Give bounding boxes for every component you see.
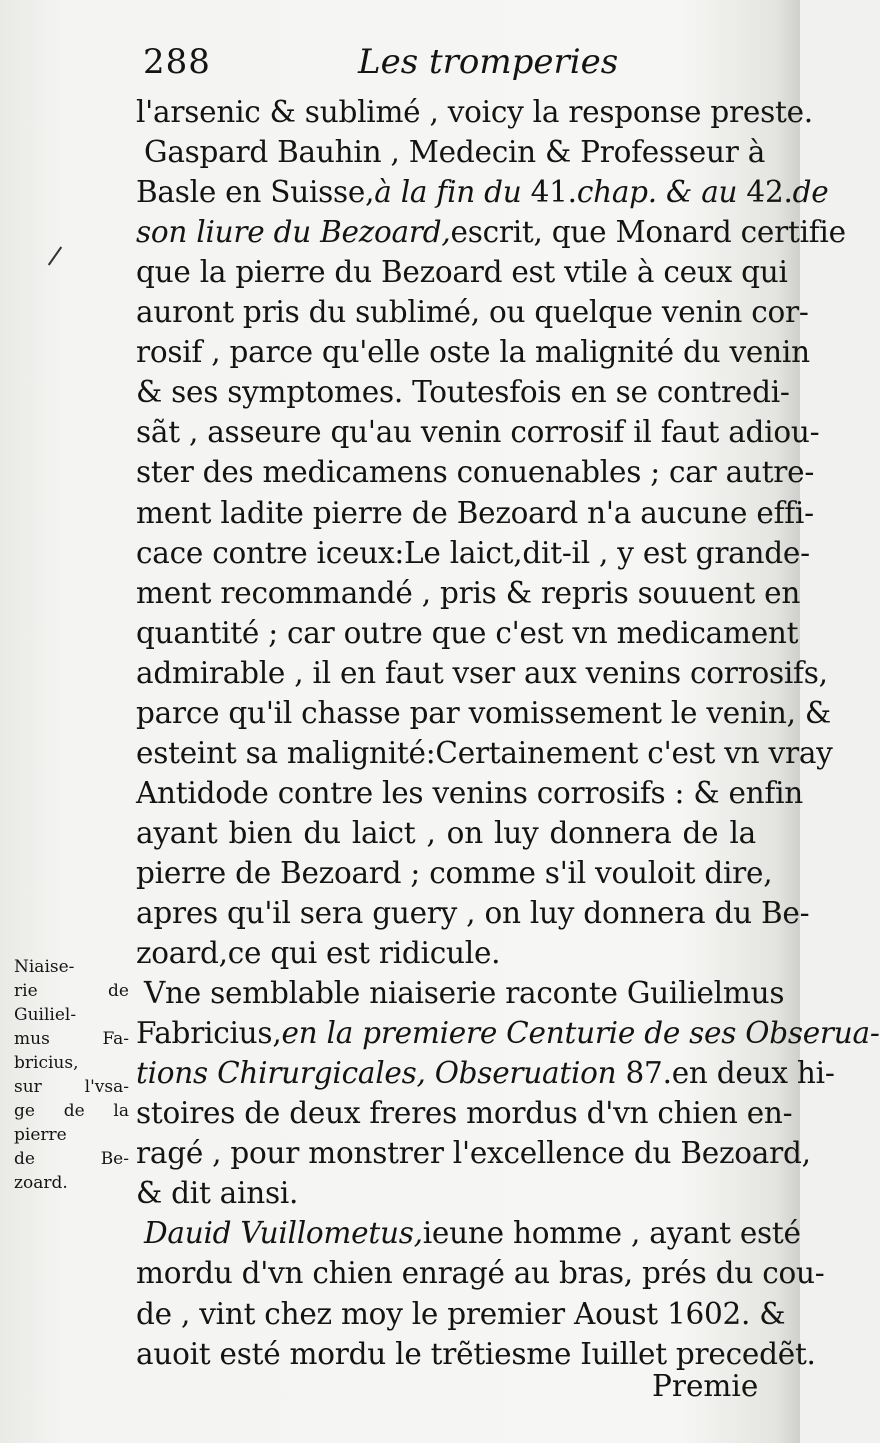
text-line (136, 893, 810, 933)
text-span: chap. & au (576, 175, 738, 210)
text-line (136, 212, 846, 252)
catchword: Premie (652, 1369, 759, 1403)
text-line (136, 1053, 835, 1093)
text-span: auront pris du sublimé, ou quelque venin cor- (136, 295, 809, 330)
text-span: 41. (521, 175, 577, 210)
text-span: pierre de Bezoard ; comme s'il vouloit dire, (136, 855, 773, 890)
text-span: Basle en Suisse, (136, 175, 375, 210)
text-span: ment recommandé , pris & repris souuent en (136, 575, 801, 610)
text-span: Antidode contre les venins corrosifs : & enfin (136, 775, 804, 810)
text-line (136, 332, 810, 372)
margin-note-line: Niaise- (14, 957, 75, 977)
margin-note-line: de Be- (14, 1149, 129, 1169)
text-line (136, 172, 829, 212)
running-head: Les tromperies (358, 42, 619, 82)
text-span: l'arsenic & sublimé , voicy la response preste. (136, 95, 813, 129)
text-span: Fabricius, (136, 1016, 282, 1051)
margin-note-line: bricius, (14, 1053, 79, 1073)
text-span: rosif , parce qu'elle oste la malignité du venin (136, 335, 810, 370)
text-span: tions Chirurgicales, Obseruation (136, 1056, 617, 1091)
text-span: zoard,ce qui est ridicule. (136, 936, 501, 971)
text-line (136, 292, 809, 332)
text-span: cace contre iceux:Le laict,dit-il , y est grande- (136, 535, 810, 570)
text-span: quantité ; car outre que c'est vn medicament (136, 615, 799, 650)
text-line (136, 493, 814, 533)
text-line (136, 653, 828, 693)
text-span: 42. (737, 175, 793, 210)
text-span: ayant bien du laict , on luy donnera de la (136, 815, 756, 850)
text-span: stoires de deux freres mordus d'vn chien en- (136, 1096, 793, 1131)
text-span: que la pierre du Bezoard est vtile à ceux qui (136, 255, 788, 290)
page-header (143, 42, 763, 92)
text-line (136, 613, 799, 653)
margin-note-line: mus Fa- (14, 1029, 129, 1049)
margin-note-line: rie de (14, 981, 129, 1001)
margin-note-line: Guiliel- (14, 1005, 77, 1025)
margin-note-line: zoard. (14, 1173, 68, 1193)
text-span: mordu d'vn chien enragé au bras, prés du cou- (136, 1256, 825, 1291)
text-line (136, 933, 756, 973)
text-span: escrit, que Monard certifie (450, 215, 846, 250)
text-span: apres qu'il sera guery , on luy donnera du Be- (136, 896, 810, 930)
text-span: Gaspard Bauhin , Medecin & Professeur à (144, 135, 766, 170)
text-span: 87.en deux hi- (616, 1056, 835, 1091)
text-span: Vne semblable niaiserie raconte Guilielmus (144, 976, 785, 1011)
margin-note-line: pierre (14, 1125, 67, 1145)
text-span: en la premiere Centurie de ses Obserua- (281, 1016, 880, 1051)
text-line (136, 1294, 786, 1334)
page-number: 288 (143, 42, 211, 82)
text-line (136, 813, 756, 853)
text-line (136, 412, 820, 452)
margin-note-line: ge de la (14, 1101, 129, 1121)
text-line (136, 573, 801, 613)
text-line (136, 372, 790, 412)
text-line (136, 452, 815, 492)
text-span: à la fin du (374, 175, 522, 210)
margin-note-line: sur l'vsa- (14, 1077, 129, 1097)
text-line (136, 733, 833, 773)
text-line (136, 773, 804, 813)
text-line (136, 1093, 793, 1133)
text-span: admirable , il en faut vser aux venins corrosifs, (136, 655, 828, 690)
text-span: ragé , pour monstrer l'excellence du Bezoard, (136, 1136, 811, 1171)
text-span: de (792, 175, 829, 210)
text-span: ster des medicamens conuenables ; car autre- (136, 455, 815, 490)
text-span: esteint sa malignité:Certainement c'est vn vray (136, 735, 833, 770)
text-line (136, 252, 788, 292)
text-line (136, 1213, 801, 1253)
text-span: son liure du Bezoard, (136, 215, 451, 250)
text-line (136, 533, 810, 573)
text-line (136, 1173, 756, 1213)
text-span: Dauid Vuillometus, (144, 1216, 423, 1251)
text-line (136, 853, 773, 893)
text-span: parce qu'il chasse par vomissement le venin, & (136, 695, 831, 730)
text-span: sãt , asseure qu'au venin corrosif il faut adiou- (136, 415, 820, 450)
margin-pen-mark (48, 246, 62, 265)
text-line (136, 132, 766, 172)
margin-note (14, 955, 129, 1195)
text-line (136, 973, 785, 1013)
text-span: ieune homme , ayant esté (422, 1216, 801, 1251)
text-span: & dit ainsi. (136, 1176, 299, 1211)
text-span: ment ladite pierre de Bezoard n'a aucune effi- (136, 495, 814, 530)
text-span: de , vint chez moy le premier Aoust 1602. & (136, 1296, 786, 1331)
text-line (136, 693, 831, 733)
text-line (136, 1253, 825, 1293)
text-line (136, 92, 813, 132)
text-span: & ses symptomes. Toutesfois en se contredi- (136, 375, 790, 410)
text-line (136, 1013, 880, 1053)
text-span: auoit esté mordu le trẽtiesme Iuillet precedẽt. (136, 1336, 816, 1371)
text-line (136, 1133, 811, 1173)
